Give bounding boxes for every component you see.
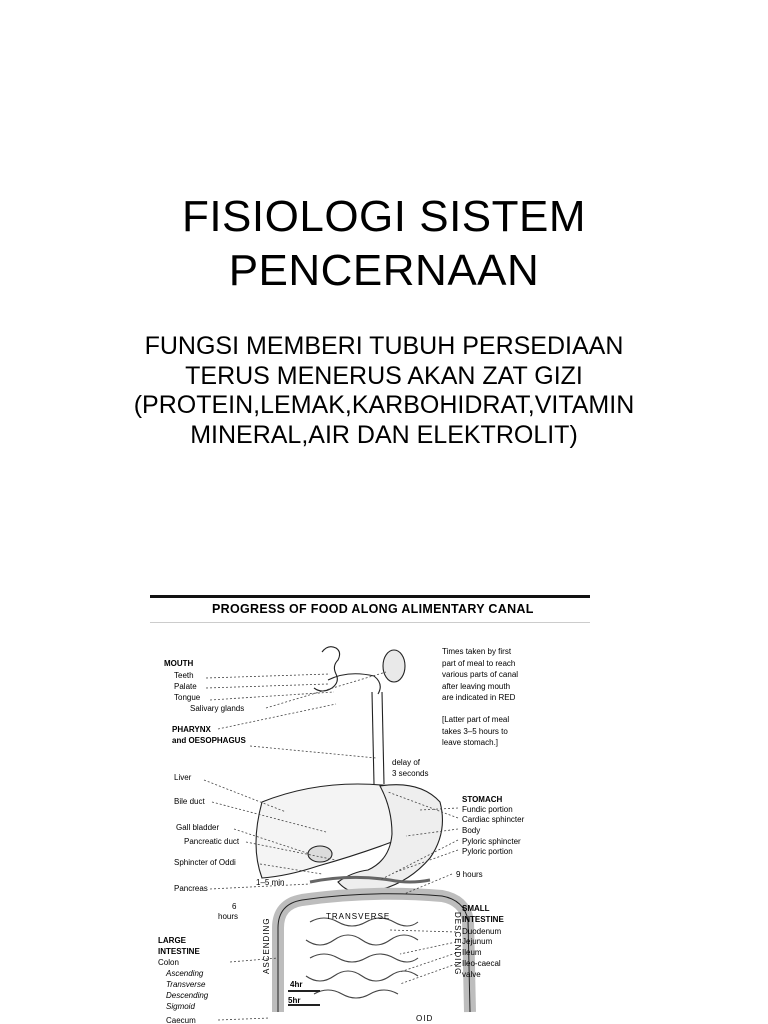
label-pancreatic-duct: Pancreatic duct xyxy=(184,837,240,846)
label-salivary-glands: Salivary glands xyxy=(190,704,245,713)
figure-title: PROGRESS OF FOOD ALONG ALIMENTARY CANAL xyxy=(212,602,534,616)
label-pharynx: PHARYNX xyxy=(172,725,211,734)
label-colon-sigmoid: Sigmoid xyxy=(166,1002,195,1011)
label-colon: Colon xyxy=(158,958,179,967)
label-sphincter-oddi: Sphincter of Oddi xyxy=(174,858,236,867)
label-hours: hours xyxy=(218,912,239,921)
label-bile-duct: Bile duct xyxy=(174,797,205,806)
label-colon-descending-region: DESCENDING xyxy=(453,912,462,976)
label-9-hours: 9 hours xyxy=(456,870,483,879)
label-six: 6 xyxy=(232,902,237,911)
label-pyloric-portion: Pyloric portion xyxy=(462,847,513,856)
latter-note-line-1: [Latter part of meal xyxy=(442,715,510,724)
title-line-1: FISIOLOGI SISTEM xyxy=(181,192,587,241)
label-4hr: 4hr xyxy=(290,980,303,989)
label-mouth: MOUTH xyxy=(164,659,194,668)
label-colon-ascending: Ascending xyxy=(166,969,204,978)
label-gall-bladder: Gall bladder xyxy=(176,823,220,832)
timing-note-line-1: Times taken by first xyxy=(442,647,512,656)
label-oesophagus: and OESOPHAGUS xyxy=(172,736,246,745)
label-pancreas: Pancreas xyxy=(174,884,208,893)
label-1-5-min: 1–5 min xyxy=(256,878,285,887)
subtitle-line-1: FUNGSI MEMBERI TUBUH PERSEDIAAN xyxy=(144,332,624,360)
label-stomach: STOMACH xyxy=(462,795,503,804)
timing-note-line-5: are indicated in RED xyxy=(442,693,516,702)
label-pyloric-sphincter: Pyloric sphincter xyxy=(462,837,521,846)
timing-note-line-3: various parts of canal xyxy=(442,670,519,679)
title-line-2: PENCERNAAN xyxy=(228,246,540,295)
label-caecum: Caecum xyxy=(166,1016,196,1024)
label-small: SMALL xyxy=(462,904,490,913)
label-colon-transverse-region: TRANSVERSE xyxy=(326,912,391,921)
label-colon-sigmoid-region: OID xyxy=(416,1014,434,1023)
label-jejunum: Jejunum xyxy=(462,937,493,946)
subtitle-line-4: MINERAL,AIR DAN ELEKTROLIT) xyxy=(190,420,578,449)
label-teeth: Teeth xyxy=(174,671,194,680)
latter-note-line-2: takes 3–5 hours to xyxy=(442,726,508,736)
label-body: Body xyxy=(462,826,481,835)
subtitle-line-2: TERUS MENERUS AKAN ZAT GIZI xyxy=(185,361,583,390)
label-valve: valve xyxy=(462,970,481,979)
digestive-system-illustration xyxy=(150,592,590,1024)
timing-note-line-4: after leaving mouth xyxy=(442,681,511,691)
label-duodenum: Duodenum xyxy=(462,927,502,936)
label-cardiac-sphincter: Cardiac sphincter xyxy=(462,815,525,824)
alimentary-canal-figure xyxy=(150,592,590,1024)
label-intestine: INTESTINE xyxy=(158,947,200,956)
latter-part-note xyxy=(442,714,509,749)
label-3-seconds: 3 seconds xyxy=(392,769,429,778)
label-liver: Liver xyxy=(174,773,192,782)
label-ileo-caecal: Ileo-caecal xyxy=(462,959,501,968)
slide-title xyxy=(0,190,768,298)
label-large: LARGE xyxy=(158,936,186,945)
slide-subtitle xyxy=(0,332,768,450)
label-colon-descending: Descending xyxy=(166,991,209,1000)
timing-note xyxy=(442,646,518,704)
subtitle-line-3: (PROTEIN,LEMAK,KARBOHIDRAT,VITAMIN xyxy=(133,391,635,419)
label-ileum: Ileum xyxy=(462,948,482,957)
label-delay-of: delay of xyxy=(392,758,421,767)
label-5hr: 5hr xyxy=(288,996,301,1005)
latter-note-line-3: leave stomach.] xyxy=(442,738,499,747)
label-fundic-portion: Fundic portion xyxy=(462,805,513,814)
label-tongue: Tongue xyxy=(174,693,201,702)
label-palate: Palate xyxy=(174,682,197,691)
label-colon-transverse: Transverse xyxy=(166,980,206,989)
label-colon-ascending-region: ASCENDING xyxy=(262,917,271,974)
timing-note-line-2: part of meal to reach xyxy=(442,658,516,668)
label-small-intestine: INTESTINE xyxy=(462,915,504,924)
